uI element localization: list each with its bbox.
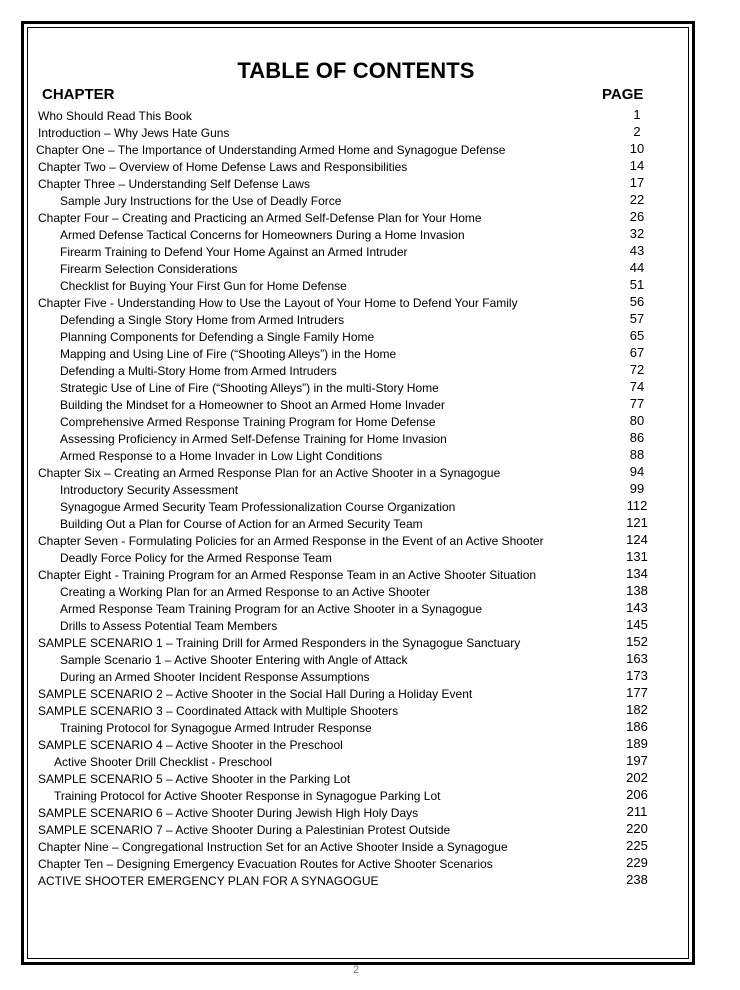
toc-entry	[0, 259, 740, 276]
toc-entry-title: Armed Defense Tactical Concerns for Homeowners During a Home Invasion	[60, 228, 465, 242]
toc-entry-page: 189	[626, 736, 648, 751]
toc-entry-page: 22	[629, 192, 645, 207]
toc-entry-page: 2	[633, 124, 641, 139]
toc-entry-page: 67	[629, 345, 645, 360]
toc-entry-title: SAMPLE SCENARIO 1 – Training Drill for Armed Responders in the Synagogue Sanctuary	[38, 636, 521, 650]
toc-entry-page: 225	[626, 838, 648, 853]
toc-entry-page: 131	[626, 549, 648, 564]
toc-entry	[0, 633, 740, 650]
toc-entry-title: Strategic Use of Line of Fire (“Shooting Alleys”) in the multi-Story Home	[60, 381, 439, 395]
toc-entry-title: Chapter Four – Creating and Practicing an Armed Self-Defense Plan for Your Home	[38, 211, 482, 225]
toc-entry	[0, 157, 740, 174]
toc-entry-title: Assessing Proficiency in Armed Self-Defense Training for Home Invasion	[60, 432, 447, 446]
toc-entry	[0, 820, 740, 837]
toc-entry-title: Comprehensive Armed Response Training Program for Home Defense	[60, 415, 436, 429]
toc-entry-page: 124	[626, 532, 648, 547]
toc-entry	[0, 242, 740, 259]
toc-entry-title: Chapter Ten – Designing Emergency Evacuation Routes for Active Shooter Scenarios	[38, 857, 493, 871]
footer-page-number: 2	[352, 964, 360, 976]
toc-entry-page: 43	[629, 243, 645, 258]
toc-entry	[0, 854, 740, 871]
toc-entry-title: Defending a Single Story Home from Armed Intruders	[60, 313, 345, 327]
toc-entry-title: During an Armed Shooter Incident Response Assumptions	[60, 670, 370, 684]
toc-entry-title: Drills to Assess Potential Team Members	[60, 619, 278, 633]
toc-entry-page: 1	[633, 107, 641, 122]
toc-entry	[0, 310, 740, 327]
toc-entry-page: 229	[626, 855, 648, 870]
toc-entry-page: 56	[629, 294, 645, 309]
toc-entry-title: Mapping and Using Line of Fire (“Shooting Alleys”) in the Home	[60, 347, 397, 361]
toc-entry-title: Chapter Three – Understanding Self Defense Laws	[38, 177, 310, 191]
toc-entry-page: 143	[626, 600, 648, 615]
toc-entry-page: 65	[629, 328, 645, 343]
page-column-header: PAGE	[602, 86, 644, 103]
toc-entry	[0, 344, 740, 361]
toc-entry	[0, 378, 740, 395]
toc-entry	[0, 769, 740, 786]
toc-entry-title: Synagogue Armed Security Team Professionalization Course Organization	[60, 500, 456, 514]
toc-entry	[0, 293, 740, 310]
toc-entry-page: 10	[629, 141, 645, 156]
toc-entry	[0, 786, 740, 803]
toc-entry-page: 163	[626, 651, 648, 666]
toc-entry-title: Armed Response Team Training Program for an Active Shooter in a Synagogue	[60, 602, 483, 616]
toc-entry-title: Chapter One – The Importance of Understanding Armed Home and Synagogue Defense	[36, 143, 506, 157]
toc-entry-page: 57	[629, 311, 645, 326]
toc-entry	[0, 446, 740, 463]
toc-entry-title: Sample Scenario 1 – Active Shooter Entering with Angle of Attack	[60, 653, 408, 667]
toc-entry-title: Armed Response to a Home Invader in Low Light Conditions	[60, 449, 383, 463]
page-title: TABLE OF CONTENTS	[237, 58, 475, 83]
toc-entry-page: 32	[629, 226, 645, 241]
toc-entry	[0, 361, 740, 378]
toc-entry-title: Firearm Training to Defend Your Home Against an Armed Intruder	[60, 245, 408, 259]
toc-entry-title: Firearm Selection Considerations	[60, 262, 238, 276]
toc-entry-title: SAMPLE SCENARIO 2 – Active Shooter in the Social Hall During a Holiday Event	[38, 687, 473, 701]
toc-entry-page: 138	[626, 583, 648, 598]
toc-entry	[0, 650, 740, 667]
toc-entry	[0, 480, 740, 497]
toc-entry-title: Active Shooter Drill Checklist - Preschool	[54, 755, 273, 769]
toc-entry	[0, 463, 740, 480]
toc-entry-page: 173	[626, 668, 648, 683]
toc-entry-page: 238	[626, 872, 648, 887]
toc-entry	[0, 684, 740, 701]
toc-entry	[0, 616, 740, 633]
toc-entry-title: Chapter Eight - Training Program for an Armed Response Team in an Active Shooter Situation	[38, 568, 537, 582]
toc-entry-title: Training Protocol for Synagogue Armed Intruder Response	[60, 721, 372, 735]
toc-entry-page: 182	[626, 702, 648, 717]
toc-entry	[0, 871, 740, 888]
toc-list	[0, 106, 740, 888]
toc-entry-title: SAMPLE SCENARIO 7 – Active Shooter During a Palestinian Protest Outside	[38, 823, 451, 837]
toc-entry	[0, 837, 740, 854]
toc-entry	[0, 412, 740, 429]
toc-entry-page: 88	[629, 447, 645, 462]
toc-entry-page: 44	[629, 260, 645, 275]
chapter-column-header: CHAPTER	[42, 86, 115, 103]
toc-entry-title: Who Should Read This Book	[38, 109, 192, 123]
toc-entry	[0, 701, 740, 718]
toc-entry-page: 74	[629, 379, 645, 394]
toc-entry-page: 145	[626, 617, 648, 632]
toc-entry	[0, 174, 740, 191]
toc-entry-page: 94	[629, 464, 645, 479]
toc-entry-page: 206	[626, 787, 648, 802]
toc-entry	[0, 548, 740, 565]
toc-entry	[0, 582, 740, 599]
toc-entry-title: SAMPLE SCENARIO 3 – Coordinated Attack with Multiple Shooters	[38, 704, 399, 718]
toc-entry-page: 14	[629, 158, 645, 173]
toc-entry	[0, 123, 740, 140]
toc-entry-title: Introductory Security Assessment	[60, 483, 239, 497]
toc-entry-title: Defending a Multi-Story Home from Armed Intruders	[60, 364, 337, 378]
toc-entry	[0, 514, 740, 531]
toc-entry-title: Sample Jury Instructions for the Use of Deadly Force	[60, 194, 342, 208]
toc-entry-title: Chapter Seven - Formulating Policies for an Armed Response in the Event of an Active Shooter	[38, 534, 544, 548]
toc-entry-page: 51	[629, 277, 645, 292]
toc-entry-page: 152	[626, 634, 648, 649]
toc-entry-title: Training Protocol for Active Shooter Response in Synagogue Parking Lot	[54, 789, 441, 803]
toc-entry	[0, 327, 740, 344]
toc-entry-page: 112	[626, 498, 648, 513]
toc-entry	[0, 718, 740, 735]
toc-entry-title: Planning Components for Defending a Single Family Home	[60, 330, 375, 344]
toc-entry-page: 177	[626, 685, 648, 700]
toc-entry-title: Chapter Nine – Congregational Instruction Set for an Active Shooter Inside a Synagogue	[38, 840, 508, 854]
toc-entry-page: 121	[626, 515, 648, 530]
toc-entry	[0, 191, 740, 208]
toc-entry-title: Checklist for Buying Your First Gun for Home Defense	[60, 279, 347, 293]
toc-entry-title: Building Out a Plan for Course of Action for an Armed Security Team	[60, 517, 423, 531]
toc-entry	[0, 208, 740, 225]
toc-entry	[0, 565, 740, 582]
toc-entry-page: 186	[626, 719, 648, 734]
toc-entry-page: 220	[626, 821, 648, 836]
toc-entry-page: 99	[629, 481, 645, 496]
toc-entry-title: Creating a Working Plan for an Armed Response to an Active Shooter	[60, 585, 430, 599]
toc-entry-title: SAMPLE SCENARIO 4 – Active Shooter in the Preschool	[38, 738, 343, 752]
toc-entry-page: 134	[626, 566, 648, 581]
toc-entry-title: Building the Mindset for a Homeowner to Shoot an Armed Home Invader	[60, 398, 445, 412]
toc-entry	[0, 599, 740, 616]
toc-entry-page: 211	[626, 804, 648, 819]
toc-entry	[0, 276, 740, 293]
toc-entry	[0, 752, 740, 769]
toc-entry-page: 77	[629, 396, 645, 411]
toc-entry-page: 26	[629, 209, 645, 224]
toc-entry-title: ACTIVE SHOOTER EMERGENCY PLAN FOR A SYNAGOGUE	[38, 874, 379, 888]
toc-entry	[0, 395, 740, 412]
toc-entry	[0, 106, 740, 123]
toc-entry	[0, 140, 740, 157]
toc-entry	[0, 497, 740, 514]
toc-entry-title: Chapter Two – Overview of Home Defense Laws and Responsibilities	[38, 160, 408, 174]
toc-entry	[0, 667, 740, 684]
toc-entry-title: Introduction – Why Jews Hate Guns	[38, 126, 230, 140]
toc-entry-title: Chapter Six – Creating an Armed Response Plan for an Active Shooter in a Synagogue	[38, 466, 501, 480]
toc-entry-page: 202	[626, 770, 648, 785]
toc-entry-page: 72	[629, 362, 645, 377]
toc-entry-page: 86	[629, 430, 645, 445]
toc-entry	[0, 225, 740, 242]
toc-entry	[0, 429, 740, 446]
toc-entry-page: 197	[626, 753, 648, 768]
toc-entry-page: 80	[629, 413, 645, 428]
toc-entry-page: 17	[629, 175, 645, 190]
toc-entry-title: Deadly Force Policy for the Armed Response Team	[60, 551, 332, 565]
toc-entry	[0, 735, 740, 752]
toc-entry-title: SAMPLE SCENARIO 5 – Active Shooter in the Parking Lot	[38, 772, 351, 786]
toc-entry-title: SAMPLE SCENARIO 6 – Active Shooter During Jewish High Holy Days	[38, 806, 419, 820]
toc-entry	[0, 531, 740, 548]
toc-entry-title: Chapter Five - Understanding How to Use the Layout of Your Home to Defend Your Family	[38, 296, 518, 310]
toc-entry	[0, 803, 740, 820]
